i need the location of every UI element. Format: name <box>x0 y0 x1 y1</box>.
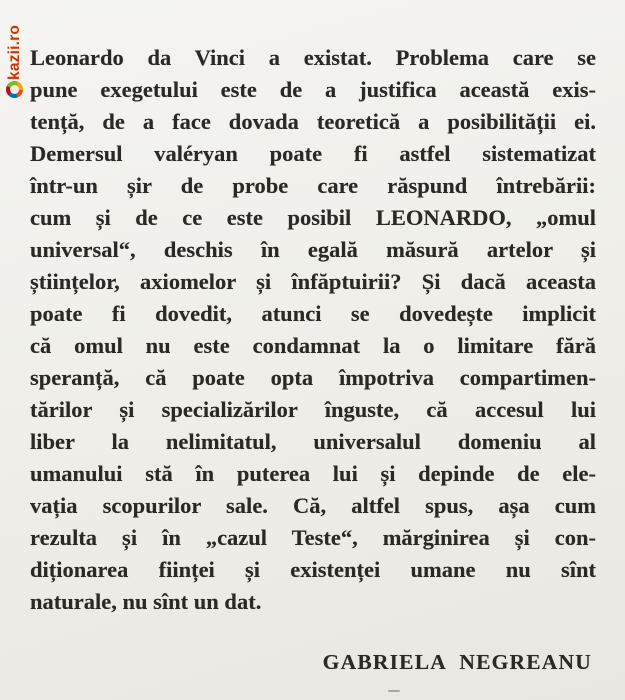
paragraph-line: liber la nelimitatul, universalul domeniu al <box>30 429 596 454</box>
paragraph-line: cum și de ce este posibil LEONARDO, „omul <box>30 205 596 230</box>
paragraph-line: speranță, că poate opta împotriva compartimen- <box>30 365 596 390</box>
paragraph-line: Demersul valéryan poate fi astfel sistematizat <box>30 141 596 166</box>
paragraph-line: științelor, axiomelor și înfăptuirii? Și dacă aceasta <box>30 269 596 294</box>
watermark-text: kazii.ro <box>5 24 23 80</box>
paragraph-line: universal“, deschis în egală măsură artelor și <box>30 237 596 262</box>
paragraph-block <box>30 42 596 618</box>
paragraph-line: că omul nu este condamnat la o limitare fără <box>30 333 596 358</box>
paragraph-line: umanului stă în puterea lui și depinde de ele- <box>30 461 596 486</box>
paragraph-line: Leonardo da Vinci a existat. Problema care se <box>30 45 596 70</box>
paragraph-line: rezulta și în „cazul Teste“, mărginirea și con- <box>30 525 596 550</box>
paragraph-line: pune exegetului este de a justifica această exis- <box>30 77 596 102</box>
paragraph-line: tărilor și specializărilor înguste, că accesul lui <box>30 397 596 422</box>
paragraph-line: naturale, nu sînt un dat. <box>30 589 262 614</box>
okazii-watermark <box>4 4 25 98</box>
author-signature: GABRIELA NEGREANU <box>322 650 592 674</box>
paragraph-line: diționarea ființei și existenței umane nu sînt <box>30 557 596 582</box>
scan-artifact-dash <box>388 690 400 692</box>
paragraph-line: poate fi dovedit, atunci se dovedește implicit <box>30 301 596 326</box>
okazii-logo-ring-icon <box>6 81 23 98</box>
paragraph-line: vația scopurilor sale. Că, altfel spus, așa cum <box>30 493 596 518</box>
paragraph-line: într-un șir de probe care răspund întrebării: <box>30 173 596 198</box>
paragraph-line: tență, de a face dovada teoretică a posibilității ei. <box>30 109 596 134</box>
